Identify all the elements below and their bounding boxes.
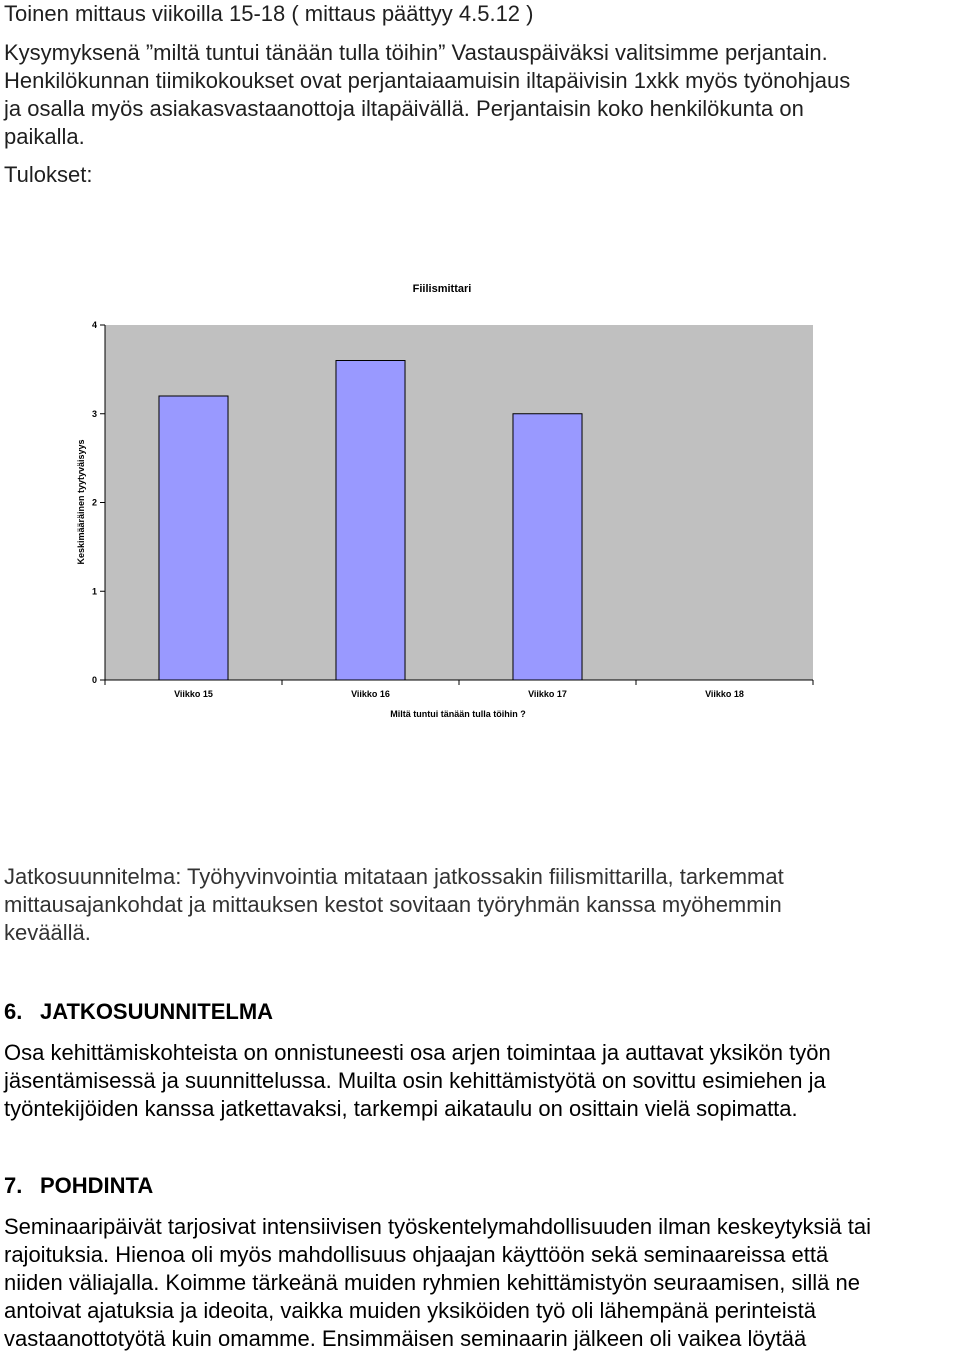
section-7-line-3: niiden väliajalla. Koimme tärkeänä muiden ryhmien kehittämistyön seuraamisen, sillä ne [4,1270,860,1295]
y-tick-label: 4 [91,320,97,330]
intro-line-2: Kysymyksenä ”miltä tuntui tänään tulla töihin” Vastauspäiväksi valitsimme perjantain. [4,40,828,65]
intro-line-5: paikalla. [4,124,85,149]
section-6-line-1: Osa kehittämiskohteista on onnistuneesti osa arjen toimintaa ja auttavat yksikön työn [4,1040,831,1065]
section-6-line-2: jäsentämisessä ja suunnittelussa. Muilta osin kehittämistyötä on sovittu esimiehen ja [4,1068,826,1093]
section-7-heading [4,1172,153,1200]
plan-line-3: keväällä. [4,920,91,945]
y-axis-label: Keskimääräinen tyytyväisyys [76,439,86,565]
fiilismittari-chart [60,270,830,730]
bar-viikko-16 [336,361,405,681]
x-tick-label: Viikko 15 [174,689,213,699]
y-tick-label: 0 [91,675,97,685]
bar-viikko-15 [159,396,228,680]
section-7-line-2: rajoituksia. Hienoa oli myös mahdollisuus ohjaajan käyttöön sekä seminaareissa että [4,1242,829,1267]
intro-line-1: Toinen mittaus viikoilla 15-18 ( mittaus päättyy 4.5.12 ) [4,1,534,26]
intro-line-3: Henkilökunnan tiimikokoukset ovat perjantaiaamuisin iltapäivisin 1xkk myös työnohjaus [4,68,851,93]
section-6-line-3: työntekijöiden kanssa jatkettavaksi, tarkempi aikataulu on osittain vielä sopimatta. [4,1096,798,1121]
section-7-line-1: Seminaaripäivät tarjosivat intensiivisen työskentelymahdollisuuden ilman keskeytyksiä tai [4,1214,871,1239]
chart-title: Fiilismittari [412,283,472,295]
x-tick-label: Viikko 17 [528,689,567,699]
results-label: Tulokset: [4,162,93,187]
x-tick-label: Viikko 18 [705,689,744,699]
section-6-number: 6. [4,999,23,1024]
x-axis-label: Miltä tuntui tänään tulla töihin ? [390,709,526,719]
y-tick-label: 1 [91,586,97,597]
bar-viikko-17 [513,414,582,680]
section-6-title: JATKOSUUNNITELMA [40,999,274,1024]
plan-line-2: mittausajankohdat ja mittauksen kestot sovitaan työryhmän kanssa myöhemmin [4,892,782,917]
y-tick-label: 2 [91,497,97,508]
section-7-number: 7. [4,1173,23,1198]
section-7-line-4: antoivat ajatuksia ja ideoita, vaikka muiden yksiköiden työ oli lähempänä perinteistä [4,1298,817,1323]
section-7-line-5: vastaanottotyötä kuin omamme. Ensimmäisen seminaarin jälkeen oli vaikea löytää [4,1326,807,1351]
plan-line-1: Jatkosuunnitelma: Työhyvinvointia mitataan jatkossakin fiilismittarilla, tarkemmat [4,864,784,889]
y-tick-label: 3 [91,408,97,419]
section-7-title: POHDINTA [40,1173,154,1198]
x-tick-label: Viikko 16 [351,689,390,699]
section-6-heading [4,998,273,1026]
intro-line-4: ja osalla myös asiakasvastaanottoja iltapäivällä. Perjantaisin koko henkilökunta on [4,96,804,121]
